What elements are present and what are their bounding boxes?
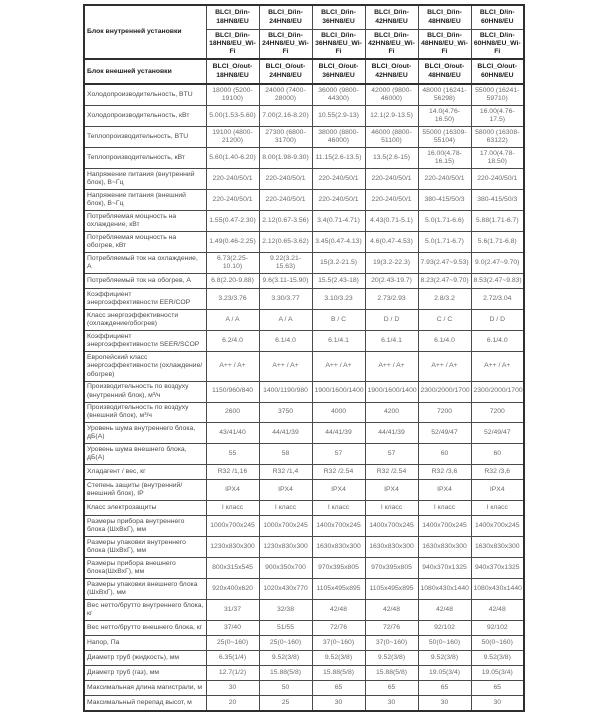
spec-value: 15.88(5/8) [365, 666, 418, 681]
spec-value: D / D [365, 310, 418, 331]
spec-value: 60 [418, 444, 471, 465]
spec-row [84, 681, 524, 696]
spec-value: 15.88(5/8) [259, 666, 312, 681]
spec-value: 220-240/50/1 [471, 169, 524, 190]
spec-value: 37(0~160) [312, 636, 365, 651]
spec-row [84, 274, 524, 289]
spec-value: 65 [471, 681, 524, 696]
spec-value: 30 [206, 681, 259, 696]
spec-value: 220-240/50/1 [259, 169, 312, 190]
spec-value: 6.35(1/4) [206, 651, 259, 666]
spec-value: 380-415/50/3 [471, 190, 524, 211]
spec-label: Максимальный перепад высот, м [84, 696, 206, 712]
spec-value: 1630х830х300 [418, 537, 471, 558]
spec-value: 1230х830х300 [259, 537, 312, 558]
spec-label: Напряжение питания (внутренний блок), В~Гц [84, 169, 206, 190]
spec-value: 52/49/47 [418, 423, 471, 444]
indoor-model-wifi-cell: BLCI_D/in-18HN8/EU_Wi-Fi [206, 30, 259, 60]
spec-value: 65 [418, 681, 471, 696]
spec-value: 6.1/4.0 [471, 331, 524, 352]
spec-table [83, 4, 525, 712]
indoor-model-cell: BLCI_D/in-24HN8/EU [259, 5, 312, 30]
spec-value: I класс [471, 501, 524, 516]
spec-value: I класс [365, 501, 418, 516]
spec-label: Коэффициент энергоэффективности EER/COP [84, 289, 206, 310]
spec-label: Диаметр труб (жидкость), мм [84, 651, 206, 666]
spec-row [84, 516, 524, 537]
spec-value: 6.73(2.25-10.10) [206, 253, 259, 274]
spec-value: 3.23/3.76 [206, 289, 259, 310]
spec-label: Размеры прибора внутреннего блока (ШхВхГ), мм [84, 516, 206, 537]
spec-value: 1400х700х245 [471, 516, 524, 537]
spec-value: 42000 (9800-46000) [365, 84, 418, 105]
spec-value: 19(3.2-22.3) [365, 253, 418, 274]
indoor-model-wifi-cell: BLCI_D/in-60HN8/EU_Wi-Fi [471, 30, 524, 60]
spec-value: R32 /1,4 [259, 465, 312, 480]
spec-value: 1400х700х245 [418, 516, 471, 537]
spec-value: 4.43(0.71-5.1) [365, 211, 418, 232]
spec-value: 2300/2000/1700 [418, 381, 471, 402]
spec-label: Хладагент / вес, кг [84, 465, 206, 480]
spec-value: A / A [259, 310, 312, 331]
spec-value: 9.52(3/8) [365, 651, 418, 666]
spec-value: 3.30/3.77 [259, 289, 312, 310]
spec-value: 52/49/47 [471, 423, 524, 444]
spec-value: 220-240/50/1 [312, 169, 365, 190]
spec-value: 380-415/50/3 [418, 190, 471, 211]
indoor-unit-label: Блок внутренней установки [84, 5, 206, 59]
spec-value: 1150/960/840 [206, 381, 259, 402]
spec-value: 1900/1600/1400 [365, 381, 418, 402]
spec-row [84, 579, 524, 600]
spec-value: IPX4 [418, 480, 471, 501]
spec-label: Теплопроизводительность, кВт [84, 148, 206, 169]
spec-label: Производительность по воздуху (внутренний блок), м³/ч [84, 381, 206, 402]
spec-value: 44/41/39 [365, 423, 418, 444]
spec-value: 1.55(0.47-2.30) [206, 211, 259, 232]
spec-value: 9.22(3.21-15.63) [259, 253, 312, 274]
spec-value: 6.1/4.0 [259, 331, 312, 352]
spec-value: D / D [471, 310, 524, 331]
spec-label: Диаметр труб (газ), мм [84, 666, 206, 681]
spec-value: 5.00(1.53-5.60) [206, 106, 259, 127]
spec-value: 6.1/4.0 [418, 331, 471, 352]
spec-value: 8.00(1.98-9.30) [259, 148, 312, 169]
spec-value: 30 [418, 696, 471, 712]
spec-row [84, 537, 524, 558]
spec-row [84, 651, 524, 666]
spec-value: 1400х700х245 [365, 516, 418, 537]
spec-value: 46000 (8800-51100) [365, 127, 418, 148]
spec-row [84, 501, 524, 516]
spec-value: 51/55 [259, 621, 312, 636]
spec-label: Производительность по воздуху (внешний блок), м³/ч [84, 402, 206, 423]
spec-value: 16.00(4.76-17.5) [471, 106, 524, 127]
spec-label: Напор, Па [84, 636, 206, 651]
spec-value: 1400/1190/980 [259, 381, 312, 402]
spec-label: Коэффициент энергоэффективности SEER/SCOP [84, 331, 206, 352]
spec-row [84, 480, 524, 501]
spec-value: 5.88(1.71-6.7) [471, 211, 524, 232]
spec-value: 1020х430х770 [259, 579, 312, 600]
spec-value: 1230х830х300 [206, 537, 259, 558]
spec-value: 1105х495х895 [312, 579, 365, 600]
spec-value: 25 [259, 696, 312, 712]
spec-value: IPX4 [312, 480, 365, 501]
spec-value: 72/76 [312, 621, 365, 636]
spec-value: 15.88(5/8) [312, 666, 365, 681]
spec-row [84, 190, 524, 211]
spec-value: 9.52(3/8) [259, 651, 312, 666]
spec-value: 7200 [418, 402, 471, 423]
spec-row [84, 106, 524, 127]
spec-label: Потребляемый ток на охлаждение, А [84, 253, 206, 274]
spec-value: I класс [259, 501, 312, 516]
spec-value: 220-240/50/1 [418, 169, 471, 190]
outdoor-models-row [84, 59, 524, 84]
spec-value: 50(0~160) [418, 636, 471, 651]
spec-value: B / C [312, 310, 365, 331]
spec-label: Потребляемый ток на обогрев, А [84, 274, 206, 289]
spec-value: 2300/2000/1700 [471, 381, 524, 402]
spec-value: 19.05(3/4) [418, 666, 471, 681]
spec-value: 2.8/3.2 [418, 289, 471, 310]
spec-value: R32 /3,6 [418, 465, 471, 480]
spec-value: 15.5(2.43-18) [312, 274, 365, 289]
spec-row [84, 696, 524, 712]
spec-value: 6.2/4.0 [206, 331, 259, 352]
indoor-model-wifi-cell: BLCI_D/in-42HN8/EU_Wi-Fi [365, 30, 418, 60]
spec-value: 65 [365, 681, 418, 696]
indoor-model-wifi-cell: BLCI_D/in-36HN8/EU_Wi-Fi [312, 30, 365, 60]
outdoor-unit-label: Блок внешней установки [84, 59, 206, 84]
spec-value: 30 [365, 696, 418, 712]
spec-value: 50 [259, 681, 312, 696]
spec-value: 220-240/50/1 [259, 190, 312, 211]
spec-value: 940х370х1325 [471, 558, 524, 579]
spec-row [84, 621, 524, 636]
spec-label: Уровень шума внешнего блока, дБ(А) [84, 444, 206, 465]
spec-sheet [83, 4, 524, 712]
spec-row [84, 444, 524, 465]
spec-value: 9.52(3/8) [312, 651, 365, 666]
spec-value: 10.55(2.9-13) [312, 106, 365, 127]
outdoor-model-cell: BLCI_O/out-24HN8/EU [259, 59, 312, 84]
spec-value: 3.4(0.71-4.71) [312, 211, 365, 232]
outdoor-model-cell: BLCI_O/out-60HN8/EU [471, 59, 524, 84]
spec-value: 800х315х545 [206, 558, 259, 579]
spec-value: R32 /3,6 [471, 465, 524, 480]
spec-value: 1.49(0.46-2.25) [206, 232, 259, 253]
spec-value: 9.52(3/8) [418, 651, 471, 666]
spec-value: 17.00(4.78-18.50) [471, 148, 524, 169]
spec-value: 43/41/40 [206, 423, 259, 444]
spec-value: A++ / A+ [471, 352, 524, 381]
spec-row [84, 381, 524, 402]
spec-value: IPX4 [206, 480, 259, 501]
spec-value: 24000 (7400-28000) [259, 84, 312, 105]
spec-value: 1400х700х245 [312, 516, 365, 537]
spec-row [84, 169, 524, 190]
spec-label: Степень защиты (внутренний/внешний блок), IP [84, 480, 206, 501]
spec-value: 3.45(0.47-4.13) [312, 232, 365, 253]
spec-value: I класс [418, 501, 471, 516]
spec-value: 5.6(1.71-6.8) [471, 232, 524, 253]
spec-value: A++ / A+ [259, 352, 312, 381]
spec-value: 7200 [471, 402, 524, 423]
spec-label: Размеры прибора внешнего блока(ШхВхГ), мм [84, 558, 206, 579]
spec-value: 3750 [259, 402, 312, 423]
spec-value: 2600 [206, 402, 259, 423]
spec-value: 1080х430х1440 [471, 579, 524, 600]
spec-label: Вес нетто/брутто внешнего блока, кг [84, 621, 206, 636]
spec-value: 940х370х1325 [418, 558, 471, 579]
spec-value: 8.23(2.47~9.70) [418, 274, 471, 289]
spec-value: 38000 (8800-46000) [312, 127, 365, 148]
spec-value: 55000 (16309-55104) [418, 127, 471, 148]
spec-value: 7.93(2.47~9.53) [418, 253, 471, 274]
spec-row [84, 636, 524, 651]
spec-value: 30 [471, 696, 524, 712]
spec-row [84, 289, 524, 310]
spec-value: 6.8(2.20-9.88) [206, 274, 259, 289]
spec-value: C / C [418, 310, 471, 331]
spec-value: 13.5(2.6-15) [365, 148, 418, 169]
spec-value: 44/41/39 [259, 423, 312, 444]
spec-label: Европейский класс энергоэффективности (охлаждение/обогрев) [84, 352, 206, 381]
outdoor-model-cell: BLCI_O/out-36HN8/EU [312, 59, 365, 84]
spec-value: 12.7(1/2) [206, 666, 259, 681]
spec-label: Размеры упаковки внутреннего блока (ШхВхГ), мм [84, 537, 206, 558]
spec-value: R32 /2.54 [365, 465, 418, 480]
spec-value: 42/48 [365, 600, 418, 621]
spec-value: 58 [259, 444, 312, 465]
spec-value: I класс [206, 501, 259, 516]
spec-row [84, 666, 524, 681]
spec-value: 1630х830х300 [471, 537, 524, 558]
spec-value: 55 [206, 444, 259, 465]
spec-value: 12.1(2.9-13.5) [365, 106, 418, 127]
spec-label: Потребляемая мощность на охлаждение, кВт [84, 211, 206, 232]
spec-value: A++ / A+ [206, 352, 259, 381]
spec-value: 19.05(3/4) [471, 666, 524, 681]
spec-value: 1630х830х300 [365, 537, 418, 558]
spec-value: 37(0~160) [365, 636, 418, 651]
spec-row [84, 331, 524, 352]
spec-row [84, 600, 524, 621]
spec-label: Напряжение питания (внешний блок), В~Гц [84, 190, 206, 211]
spec-value: 1900/1600/1400 [312, 381, 365, 402]
spec-value: 36000 (9800-44300) [312, 84, 365, 105]
spec-value: 32/38 [259, 600, 312, 621]
spec-value: 4200 [365, 402, 418, 423]
spec-value: 9.0(2.47~9.70) [471, 253, 524, 274]
indoor-model-cell: BLCI_D/in-36HN8/EU [312, 5, 365, 30]
spec-row [84, 558, 524, 579]
spec-value: 42/48 [312, 600, 365, 621]
spec-value: 220-240/50/1 [206, 190, 259, 211]
spec-value: 30 [312, 696, 365, 712]
spec-value: 65 [312, 681, 365, 696]
spec-value: 25(0~160) [259, 636, 312, 651]
spec-value: 58000 (16308-63122) [471, 127, 524, 148]
spec-value: A++ / A+ [418, 352, 471, 381]
spec-value: 20(2.43-19.7) [365, 274, 418, 289]
spec-label: Класс энергоэффективности (охлаждение/обогрев) [84, 310, 206, 331]
indoor-model-cell: BLCI_D/in-42HN8/EU [365, 5, 418, 30]
spec-value: 220-240/50/1 [365, 190, 418, 211]
spec-value: 44/41/39 [312, 423, 365, 444]
outdoor-model-cell: BLCI_O/out-48HN8/EU [418, 59, 471, 84]
spec-value: 42/48 [418, 600, 471, 621]
spec-value: 20 [206, 696, 259, 712]
indoor-models-row [84, 5, 524, 30]
spec-value: 92/102 [471, 621, 524, 636]
spec-value: 55000 (16241-59710) [471, 84, 524, 105]
indoor-model-cell: BLCI_D/in-60HN8/EU [471, 5, 524, 30]
spec-label: Холодопроизводительность, кВт [84, 106, 206, 127]
indoor-model-cell: BLCI_D/in-48HN8/EU [418, 5, 471, 30]
spec-value: 15(3.2-21.5) [312, 253, 365, 274]
spec-row [84, 84, 524, 105]
spec-label: Холодопроизводительность, BTU [84, 84, 206, 105]
spec-label: Уровень шума внутреннего блока, дБ(А) [84, 423, 206, 444]
spec-label: Теплопроизводительность, BTU [84, 127, 206, 148]
spec-value: IPX4 [471, 480, 524, 501]
spec-value: 1080х430х1440 [418, 579, 471, 600]
spec-value: 60 [471, 444, 524, 465]
spec-value: 18000 (5200-19100) [206, 84, 259, 105]
spec-row [84, 310, 524, 331]
spec-value: 6.1/4.1 [365, 331, 418, 352]
spec-value: 8.53(2.47~9.83) [471, 274, 524, 289]
outdoor-model-cell: BLCI_O/out-42HN8/EU [365, 59, 418, 84]
spec-value: 5.0(1.71-6.7) [418, 232, 471, 253]
spec-value: 16.00(4.78-16.15) [418, 148, 471, 169]
spec-value: IPX4 [259, 480, 312, 501]
spec-value: 970х395х805 [312, 558, 365, 579]
spec-row [84, 211, 524, 232]
spec-label: Класс электрозащиты [84, 501, 206, 516]
spec-value: R32 /1,16 [206, 465, 259, 480]
spec-value: A / A [206, 310, 259, 331]
spec-label: Вес нетто/брутто внутреннего блока, кг [84, 600, 206, 621]
spec-label: Потребляемая мощность на обогрев, кВт [84, 232, 206, 253]
spec-value: 31/37 [206, 600, 259, 621]
spec-row [84, 465, 524, 480]
spec-value: 1000х700х245 [206, 516, 259, 537]
spec-value: 2.12(0.67-3.56) [259, 211, 312, 232]
spec-value: 220-240/50/1 [365, 169, 418, 190]
spec-value: 37/40 [206, 621, 259, 636]
spec-row [84, 232, 524, 253]
spec-value: 7.00(2.16-8.20) [259, 106, 312, 127]
spec-row [84, 402, 524, 423]
spec-value: A++ / A+ [312, 352, 365, 381]
spec-value: 9.52(3/8) [471, 651, 524, 666]
spec-value: 220-240/50/1 [206, 169, 259, 190]
spec-value: 970х395х805 [365, 558, 418, 579]
spec-value: 50(0~160) [471, 636, 524, 651]
spec-value: 5.0(1.71-6.6) [418, 211, 471, 232]
indoor-model-wifi-cell: BLCI_D/in-48HN8/EU_Wi-Fi [418, 30, 471, 60]
indoor-model-cell: BLCI_D/in-18HN8/EU [206, 5, 259, 30]
spec-value: 3.10/3.23 [312, 289, 365, 310]
spec-value: 9.6(3.11-15.90) [259, 274, 312, 289]
spec-value: 27300 (6800-31700) [259, 127, 312, 148]
spec-row [84, 423, 524, 444]
spec-value: 2.72/3.04 [471, 289, 524, 310]
spec-row [84, 253, 524, 274]
spec-value: 48000 (16241-56298) [418, 84, 471, 105]
spec-value: R32 /2.54 [312, 465, 365, 480]
spec-row [84, 352, 524, 381]
spec-value: 1630х830х300 [312, 537, 365, 558]
spec-label: Максимальная длина магистрали, м [84, 681, 206, 696]
indoor-model-wifi-cell: BLCI_D/in-24HN8/EU_Wi-Fi [259, 30, 312, 60]
spec-value: 14.0(4.76-16.50) [418, 106, 471, 127]
spec-value: 1000х700х245 [259, 516, 312, 537]
spec-value: A++ / A+ [365, 352, 418, 381]
spec-value: 5.60(1.40-6.20) [206, 148, 259, 169]
spec-label: Размеры упаковки внешнего блока (ШхВхГ), мм [84, 579, 206, 600]
spec-value: 11.15(2.6-13.5) [312, 148, 365, 169]
spec-value: 2.73/2.93 [365, 289, 418, 310]
spec-value: 1105х495х895 [365, 579, 418, 600]
spec-value: 4000 [312, 402, 365, 423]
spec-value: 57 [312, 444, 365, 465]
spec-value: 4.6(0.47-4.53) [365, 232, 418, 253]
spec-value: 57 [365, 444, 418, 465]
spec-value: 92/102 [418, 621, 471, 636]
spec-value: 920х400х620 [206, 579, 259, 600]
spec-value: 19100 (4800-21200) [206, 127, 259, 148]
spec-value: IPX4 [365, 480, 418, 501]
spec-value: 25(0~160) [206, 636, 259, 651]
spec-value: 6.1/4.1 [312, 331, 365, 352]
spec-row [84, 148, 524, 169]
spec-row [84, 127, 524, 148]
spec-value: I класс [312, 501, 365, 516]
spec-value: 220-240/50/1 [312, 190, 365, 211]
outdoor-model-cell: BLCI_O/out-18HN8/EU [206, 59, 259, 84]
spec-value: 2.12(0.65-3.62) [259, 232, 312, 253]
spec-value: 900х350х700 [259, 558, 312, 579]
spec-value: 42/48 [471, 600, 524, 621]
spec-value: 72/76 [365, 621, 418, 636]
